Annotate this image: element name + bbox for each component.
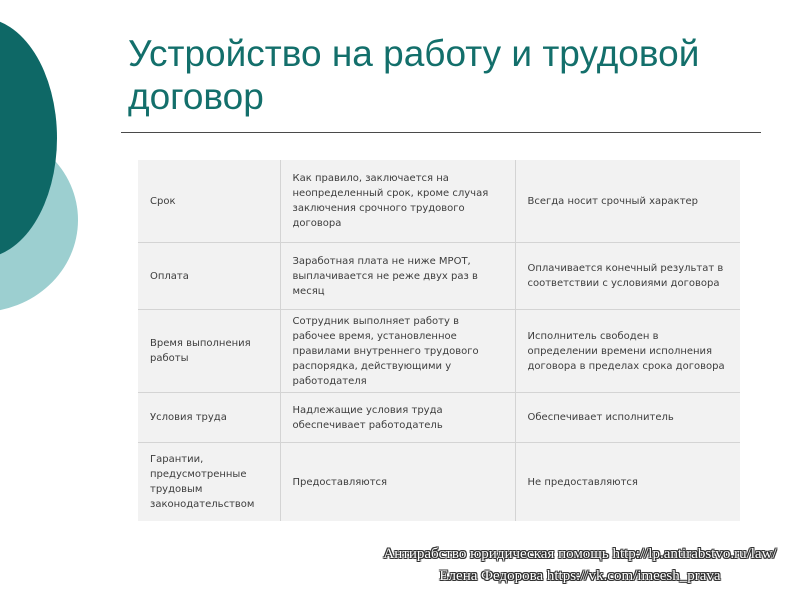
title-divider	[121, 132, 761, 133]
labor-contract-cell: Предоставляются	[280, 443, 515, 522]
civil-contract-cell: Исполнитель свободен в определении времени исполнения договора в пределах срока договора	[515, 310, 740, 393]
comparison-table	[138, 160, 740, 521]
labor-contract-cell: Как правило, заключается на неопределенный срок, кроме случая заключения срочного трудового договора	[280, 160, 515, 243]
civil-contract-cell: Не предоставляются	[515, 443, 740, 522]
table-row	[138, 243, 740, 310]
table-row	[138, 310, 740, 393]
credits-block	[360, 543, 800, 587]
criterion-cell: Оплата	[138, 243, 280, 310]
labor-contract-cell: Сотрудник выполняет работу в рабочее время, установленное правилами внутреннего трудового распорядка, действующими у работодателя	[280, 310, 515, 393]
civil-contract-cell: Всегда носит срочный характер	[515, 160, 740, 243]
credits-line-antirabstvo[interactable]: Антирабство юридическая помощь http://lp.antirabstvo.ru/law/	[383, 546, 777, 562]
table-row	[138, 443, 740, 522]
criterion-cell: Срок	[138, 160, 280, 243]
labor-contract-cell: Надлежащие условия труда обеспечивает работодатель	[280, 393, 515, 443]
civil-contract-cell: Оплачивается конечный результат в соответствии с условиями договора	[515, 243, 740, 310]
credits-line-author[interactable]: Елена Федорова https://vk.com/imeesh_prava	[439, 568, 721, 584]
slide-title: Устройство на работу и трудовой договор	[128, 33, 700, 117]
labor-contract-cell: Заработная плата не ниже МРОТ, выплачивается не реже двух раз в месяц	[280, 243, 515, 310]
table-row	[138, 160, 740, 243]
civil-contract-cell: Обеспечивает исполнитель	[515, 393, 740, 443]
criterion-cell: Условия труда	[138, 393, 280, 443]
criterion-cell: Время выполнения работы	[138, 310, 280, 393]
table-row	[138, 393, 740, 443]
criterion-cell: Гарантии, предусмотренные трудовым законодательством	[138, 443, 280, 522]
